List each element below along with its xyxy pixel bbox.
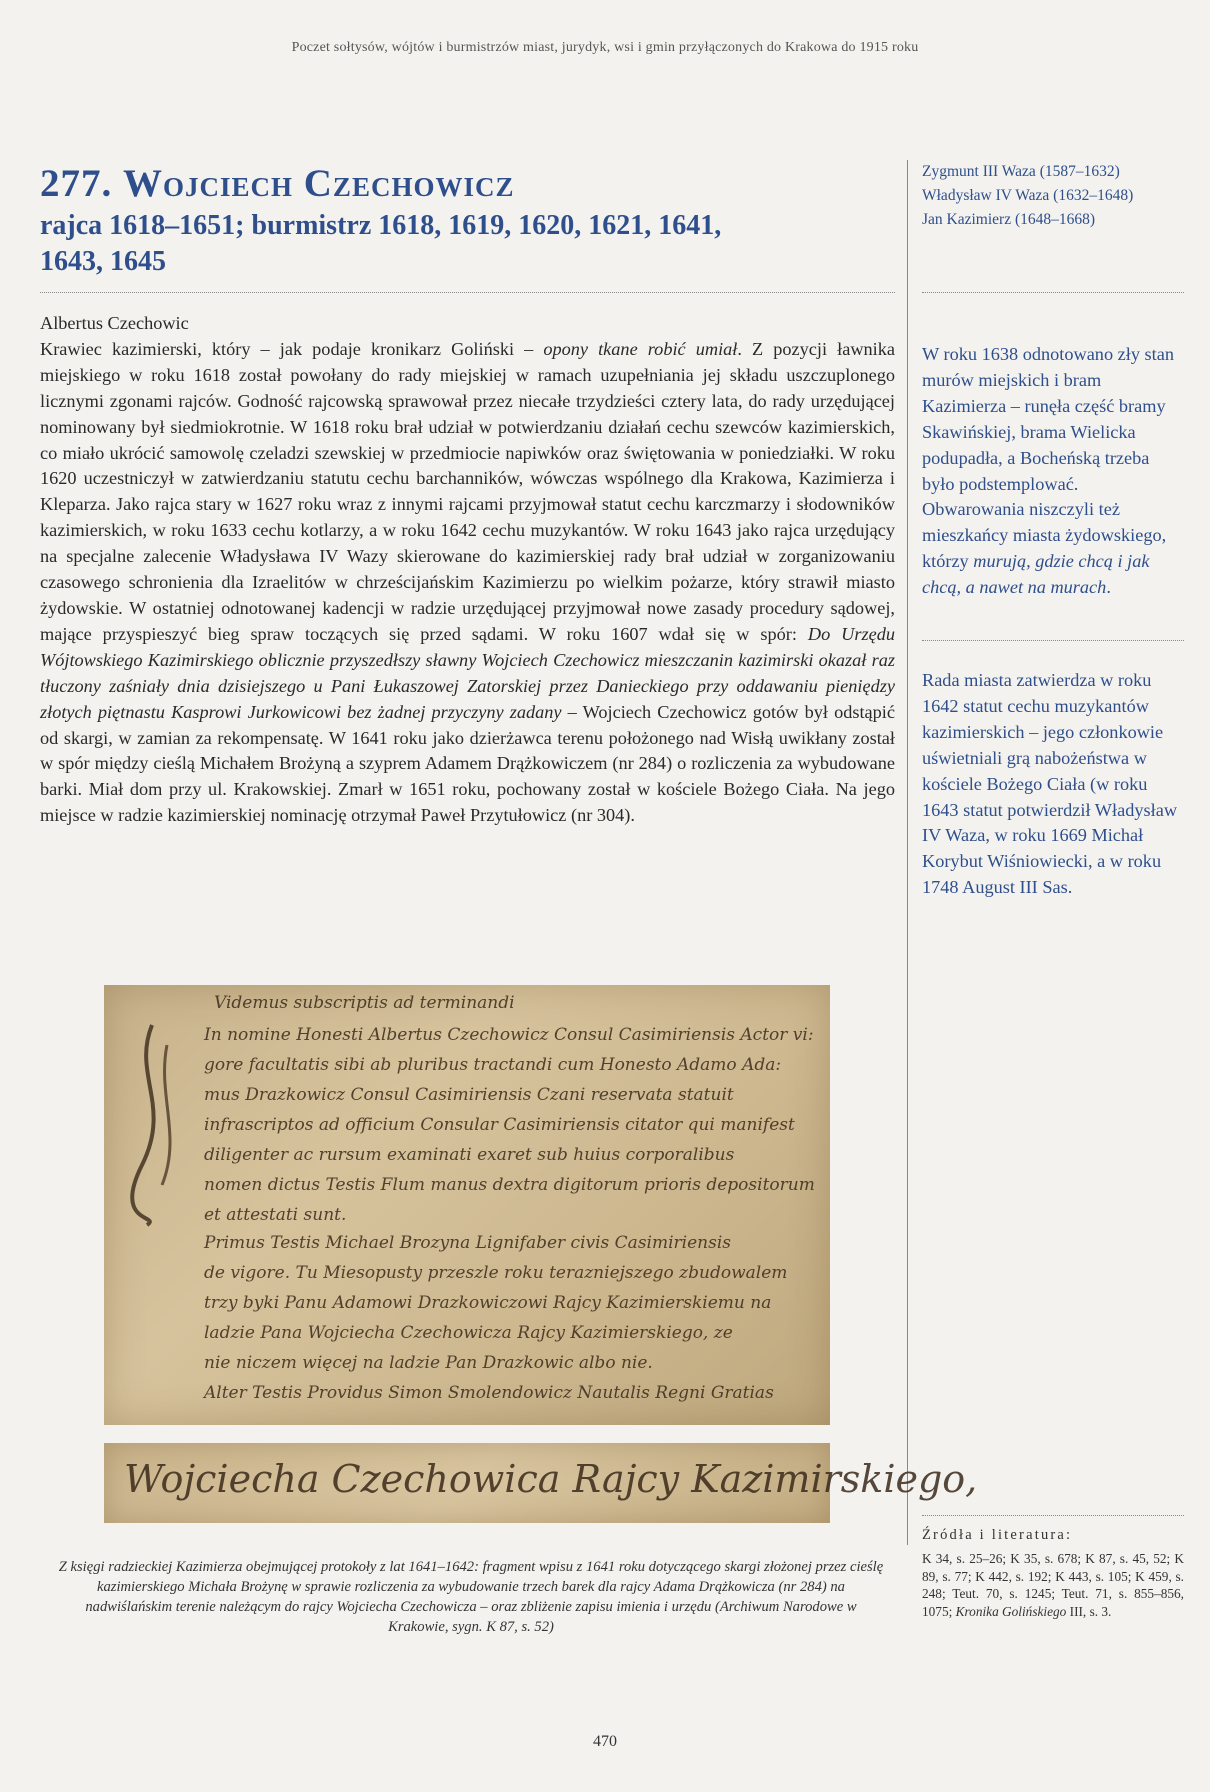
manuscript-closeup-text: Wojciecha Czechowica Rajcy Kazimirskiego, — [124, 1457, 978, 1501]
entry-number: 277. — [40, 162, 113, 205]
title-divider — [40, 292, 895, 293]
manuscript-line: et attestati sunt. — [204, 1205, 347, 1225]
sources-italic: Kronika Golińskiego — [955, 1603, 1067, 1619]
body-text: – Wojciech Czechowicz gotów był odstąpić od skargi, w zamian za rekompensatę. W 1641 roku jako dzierżawca terenu położonego nad Wisłą uwikłany został w spór między cieślą Michałem Brożyną a szyprem Adamem Drążkowiczem (nr 284) o rozliczenia za wybudowane barki. Miał dom przy ul. Krakowskiej. Zmarł w 1651 roku, pochowany został w kościele Bożego Ciała. Na jego miejsce w radzie kazimierskiej nominację otrzymał Paweł Przytułowicz (nr 304). — [40, 701, 895, 826]
side-note-text: . — [1106, 577, 1111, 598]
manuscript-line: de vigore. Tu Miesopusty przeszle roku terazniejszego zbudowalem — [204, 1263, 788, 1283]
body-text: . Z pozycji ławnika miejskiego w roku 1618 został powołany do rady miejskiej w ramach uzupełniania jej składu uszczuplonego licznymi zgonami rajców. Godność rajcowską sprawował przez niecałe trzydzieści cztery lata, do rady urzędującej nominowany był siedmiokrotnie. W 1618 roku brał udział w potwierdzaniu działań cechu szewców kazimierskich, co miało ukrócić samowolę czeladzi szewskiej w przedmiocie napiwków oraz świętowania w poniedziałki. W roku 1620 uczestniczył w zatwierdzaniu statutu cechu barchanników, wówczas wspólnego dla Krakowa, Kazimierza i Kleparza. Jako rajca stary w 1627 roku wraz z innymi rajcami przyjmował statut cechu karczmarzy i słodowników kazimierskich, w roku 1633 cechu kotlarzy, a w roku 1642 cechu muzykantów. W roku 1643 jako rajca urzędujący na specjalne zalecenie Władysława IV Wazy skierowane do kazimierskiej rady brał udział w zorganizowaniu czasowego schronienia dla Izraelitów w chrześcijańskim Kazimierzu po wielkim pożarze, który strawił miasto żydowskie. W ostatniej odnotowanej kadencji w radzie urzędującej przyjmował nowe zasady procedury sądowej, mające przyspieszyć bieg spraw toczących się przed sądami. W roku 1607 wdał się w spór: — [40, 338, 895, 644]
biography-text — [40, 311, 895, 829]
manuscript-line: nie niczem więcej na ladzie Pan Drazkowic albo nie. — [204, 1353, 653, 1373]
rulers-list — [922, 160, 1192, 232]
manuscript-line: Videmus subscriptis ad terminandi — [214, 993, 515, 1013]
sources-body: K 34, s. 25–26; K 35, s. 678; K 87, s. 45, 52; K 89, s. 77; K 442, s. 192; K 443, s. 105; K 459, s. 248; Teut. 70, s. 1245; Teut. 71, s. 855–856, 1075; — [922, 1551, 1184, 1619]
entry-title — [40, 162, 895, 206]
rulers-divider — [922, 292, 1184, 293]
ruler-item: Zygmunt III Waza (1587–1632) — [922, 163, 1120, 180]
manuscript-line: trzy byki Panu Adamowi Drazkowiczowi Rajcy Kazimierskiemu na — [204, 1293, 772, 1313]
manuscript-line: In nomine Honesti Albertus Czechowicz Consul Casimiriensis Actor vi: — [204, 1025, 814, 1045]
manuscript-line: Alter Testis Providus Simon Smolendowicz Nautalis Regni Gratias — [204, 1383, 774, 1403]
ruler-item: Jan Kazimierz (1648–1668) — [922, 211, 1096, 228]
sources-text — [922, 1550, 1184, 1620]
ruler-item: Władysław IV Waza (1632–1648) — [922, 187, 1134, 204]
body-text: Krawiec kazimierski, który – jak podaje kronikarz Goliński – — [40, 338, 544, 359]
manuscript-line: mus Drazkowicz Consul Casimiriensis Czani reservata statuit — [204, 1085, 734, 1105]
side-note-text: W roku 1638 odnotowano zły stan murów miejskich i bram Kazimierza – runęła część bramy Skawińskiej, brama Wielicka podupadła, a Bocheńską trzeba było podstemplować. Obwarowania niszczyli też mieszkańcy miasta żydowskiego, którzy — [922, 344, 1175, 572]
manuscript-line: infrascriptos ad officium Consular Casimiriensis citator qui manifest — [204, 1115, 795, 1135]
subtitle-line-2: 1643, 1645 — [40, 246, 166, 277]
manuscript-line: Primus Testis Michael Brozyna Lignifaber civis Casimiriensis — [204, 1233, 731, 1253]
manuscript-closeup — [104, 1443, 978, 1523]
page-number: 470 — [593, 1733, 617, 1750]
sources-heading: Źródła i literatura: — [922, 1527, 1073, 1543]
biography-paragraph — [40, 337, 895, 829]
side-note-text: Rada miasta zatwierdza w roku 1642 statut cechu muzykantów kazimierskich – jego członkowie uświetniali grą nabożeństwa w kościele Bożego Ciała (w roku 1643 statut potwierdził Władysław IV Waza, w roku 1669 Michał Korybut Wiśniowiecki, a w roku 1748 August III Sas. — [922, 670, 1178, 898]
subtitle-line-1: rajca 1618–1651; burmistrz 1618, 1619, 1620, 1621, 1641, — [40, 210, 722, 241]
latin-name: Albertus Czechowic — [40, 313, 189, 333]
column-divider — [907, 160, 908, 1545]
entry-subtitle — [40, 208, 895, 280]
note-divider — [922, 640, 1184, 641]
sources-divider — [922, 1515, 1184, 1516]
manuscript-image — [104, 985, 830, 1425]
manuscript-line: gore facultatis sibi ab pluribus tractandi cum Honesto Adamo Ada: — [204, 1055, 782, 1075]
side-note-quote: murują, gdzie chcą i jak chcą, a nawet na murach — [922, 551, 1150, 598]
manuscript-marginal-flourish — [112, 1015, 202, 1235]
manuscript-line: nomen dictus Testis Flum manus dextra digitorum prioris depositorum — [204, 1175, 815, 1195]
body-quote: opony tkane robić umiał — [543, 338, 738, 359]
title-block — [40, 162, 895, 280]
side-note-walls — [922, 342, 1184, 601]
body-quote: Do Urzędu Wójtowskiego Kazimirskiego oblicznie przyszedłszy sławny Wojciech Czechowicz mieszczanin kazimirski okazał raz tłuczony zaśniały dnia dzisiejszego u Pani Łukaszowej Zatorskiej przez Danieckiego przy oddawaniu pieniędzy złotych piętnastu Kasprowi Jurkowicowi bez żadnej przyczyny zadany — [40, 623, 895, 722]
image-caption: Z księgi radzieckiej Kazimierza obejmującej protokoły z lat 1641–1642: fragment wpisu z 1641 roku dotyczącego skargi złożonej przez cieślę kazimierskiego Michała Brożynę w sprawie rozliczenia za wybudowanie trzech barek dla rajcy Adama Drążkowicza (nr 284) na nadwiślańskim terenie należącym do rajcy Wojciecha Czechowicza – oraz zbliżenie zapisu imienia i urzędu (Archiwum Narodowe w Krakowie, sygn. K 87, s. 52) — [58, 1559, 884, 1635]
manuscript-line: ladzie Pana Wojciecha Czechowicza Rajcy Kazimierskiego, ze — [204, 1323, 733, 1343]
running-head: Poczet sołtysów, wójtów i burmistrzów miast, jurydyk, wsi i gmin przyłączonych do Krakowa do 1915 roku — [291, 40, 919, 55]
side-note-musicians — [922, 668, 1184, 901]
manuscript-line: diligenter ac rursum examinati exaret sub huius corporalibus — [204, 1145, 735, 1165]
entry-name: Wojciech Czechowicz — [123, 162, 515, 205]
sources-body: III, s. 3. — [1066, 1603, 1112, 1619]
